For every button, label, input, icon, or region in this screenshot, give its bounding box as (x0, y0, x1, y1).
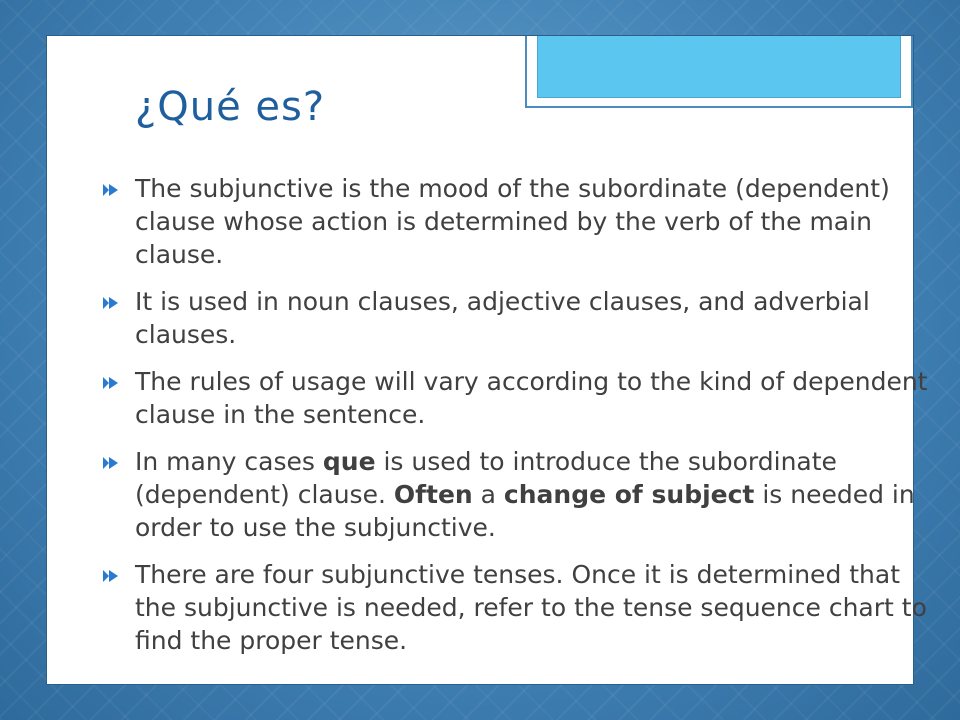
bullet-item (107, 365, 947, 431)
bullet-text: The subjunctive is the mood of the subordinate (dependent) clause whose action is determined by the verb of the main clause. (135, 174, 890, 269)
title-accent-fill (537, 36, 901, 98)
bullet-keyword-change-of-subject: change of subject (503, 480, 755, 509)
bullet-chevron-icon (109, 570, 118, 582)
bullet-text: a (472, 480, 504, 509)
slide-panel (46, 35, 928, 685)
bullet-text: It is used in noun clauses, adjective clauses, and adverbial clauses. (135, 287, 870, 349)
bullet-text: is used to introduce the subordinate (dependent) clause. (135, 447, 837, 509)
bullet-keyword-often: Often (393, 480, 473, 509)
bullet-item (107, 172, 947, 271)
bullet-text: There are four subjunctive tenses. Once it is determined that the subjunctive is needed, refer to the tense sequence chart to find the proper tense. (135, 560, 927, 655)
bullet-text: is needed in order to use the subjunctive. (135, 480, 915, 542)
bullet-chevron-icon (109, 377, 118, 389)
bullet-text: In many cases (135, 447, 323, 476)
bullet-list (107, 172, 947, 671)
bullet-text: The rules of usage will vary according to the kind of dependent clause in the sentence. (135, 367, 928, 429)
bullet-chevron-icon (109, 184, 118, 196)
bullet-chevron-icon (109, 297, 118, 309)
bullet-item (107, 558, 947, 657)
slide-title: ¿Qué es? (135, 84, 326, 130)
bullet-chevron-icon (109, 457, 118, 469)
bullet-keyword-que: que (322, 447, 376, 476)
bullet-item (107, 445, 947, 544)
title-accent-tab (525, 36, 913, 108)
bullet-item (107, 285, 947, 351)
